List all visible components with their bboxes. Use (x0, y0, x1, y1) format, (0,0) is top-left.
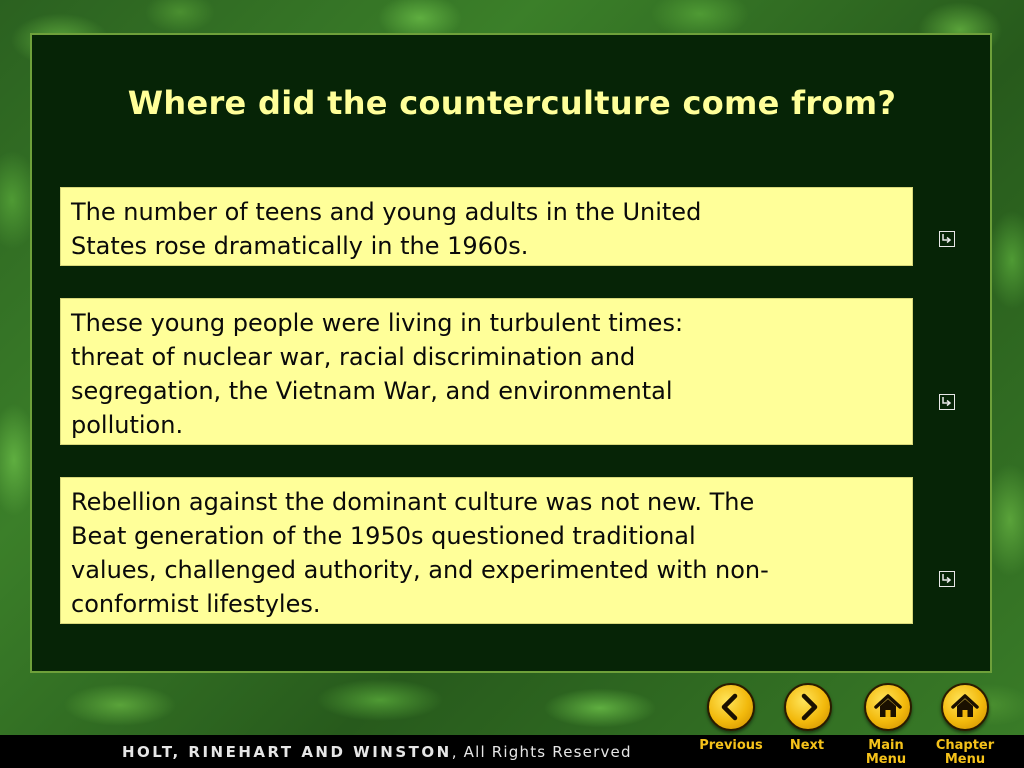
main-menu-label[interactable]: Menu (865, 752, 907, 767)
previous-button[interactable] (707, 683, 755, 731)
advance-arrow-icon[interactable] (939, 394, 955, 410)
copyright-notice (122, 743, 632, 761)
text-line: values, challenged authority, and experimented with non- (71, 556, 769, 584)
rights-text: , All Rights Reserved (451, 743, 632, 761)
chevron-right-icon (786, 685, 830, 729)
text-line: The number of teens and young adults in the United (71, 198, 702, 226)
advance-arrow-icon[interactable] (939, 571, 955, 587)
chapter-menu-label[interactable]: Chapter (935, 738, 995, 753)
text-box-1 (60, 187, 913, 266)
text-line: threat of nuclear war, racial discrimination and (71, 343, 636, 371)
text-line: conformist lifestyles. (71, 590, 321, 618)
text-box-3 (60, 477, 913, 624)
home-icon (943, 685, 987, 729)
home-icon (866, 685, 910, 729)
previous-label[interactable]: Previous (699, 738, 763, 753)
text-line: segregation, the Vietnam War, and environmental (71, 377, 673, 405)
advance-arrow-icon[interactable] (939, 231, 955, 247)
text-line: Rebellion against the dominant culture was not new. The (71, 488, 755, 516)
main-menu-button[interactable] (864, 683, 912, 731)
publisher-name: HOLT, RINEHART AND WINSTON (122, 743, 452, 761)
next-button[interactable] (784, 683, 832, 731)
main-menu-label[interactable]: Main (868, 738, 904, 753)
slide-title: Where did the counterculture come from? (127, 84, 897, 122)
chapter-menu-label[interactable]: Menu (944, 752, 986, 767)
text-line: These young people were living in turbulent times: (71, 309, 684, 337)
chevron-left-icon (709, 685, 753, 729)
text-line: States rose dramatically in the 1960s. (71, 232, 529, 260)
text-line: pollution. (71, 411, 184, 439)
text-box-2 (60, 298, 913, 445)
next-label[interactable]: Next (789, 738, 825, 753)
text-line: Beat generation of the 1950s questioned traditional (71, 522, 696, 550)
chapter-menu-button[interactable] (941, 683, 989, 731)
